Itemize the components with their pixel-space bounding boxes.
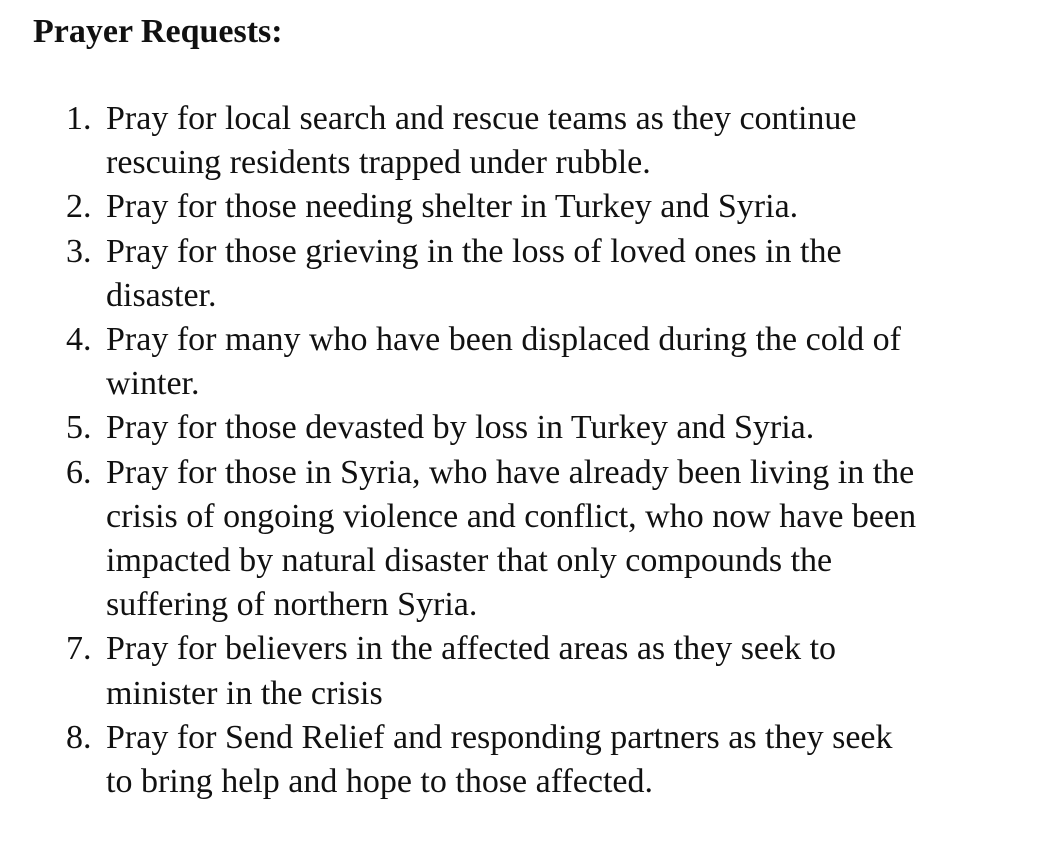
- prayer-request-item: [66, 185, 1026, 229]
- prayer-request-line: Pray for local search and rescue teams as they continue: [106, 100, 857, 137]
- prayer-request-line: to bring help and hope to those affected.: [106, 763, 653, 801]
- prayer-requests-heading: Prayer Requests:: [33, 13, 283, 50]
- prayer-request-text: [106, 627, 1026, 715]
- prayer-request-text: [106, 716, 1026, 804]
- prayer-request-line: impacted by natural disaster that only compounds the: [106, 542, 833, 580]
- prayer-request-text: [106, 230, 1026, 318]
- prayer-request-item: [66, 406, 1026, 450]
- prayer-request-number: 2.: [66, 188, 92, 226]
- prayer-request-line: Pray for Send Relief and responding partners as they seek: [106, 718, 893, 756]
- prayer-request-number: 3.: [66, 232, 92, 270]
- prayer-request-number: 7.: [66, 630, 92, 668]
- prayer-request-line: Pray for those devasted by loss in Turkey and Syria.: [106, 409, 815, 447]
- prayer-request-number: 1.: [66, 100, 92, 137]
- prayer-request-line: rescuing residents trapped under rubble.: [106, 144, 651, 182]
- prayer-request-text: [106, 451, 1026, 628]
- prayer-request-line: crisis of ongoing violence and conflict, who now have been: [106, 497, 917, 535]
- prayer-request-text: [106, 406, 1026, 450]
- prayer-request-line: Pray for those in Syria, who have already been living in the: [106, 453, 915, 491]
- prayer-request-line: Pray for those grieving in the loss of loved ones in the: [106, 232, 842, 270]
- prayer-request-number: 5.: [66, 409, 92, 447]
- prayer-request-item: [66, 627, 1026, 715]
- prayer-request-line: Pray for believers in the affected areas as they seek to: [106, 630, 837, 668]
- prayer-request-item: [66, 230, 1026, 318]
- prayer-request-line: Pray for many who have been displaced during the cold of: [106, 321, 901, 359]
- prayer-request-line: minister in the crisis: [106, 674, 383, 712]
- prayer-request-item: [66, 97, 1026, 185]
- prayer-request-item: [66, 318, 1026, 406]
- prayer-request-line: Pray for those needing shelter in Turkey and Syria.: [106, 188, 799, 226]
- prayer-request-number: 4.: [66, 321, 92, 359]
- prayer-request-line: winter.: [106, 365, 200, 403]
- prayer-request-number: 8.: [66, 718, 92, 756]
- prayer-request-item: [66, 716, 1026, 804]
- prayer-request-text: [106, 185, 1026, 229]
- prayer-request-item: [66, 451, 1026, 628]
- prayer-request-line: disaster.: [106, 276, 217, 314]
- prayer-request-line: suffering of northern Syria.: [106, 586, 478, 624]
- prayer-request-list: [66, 97, 1026, 804]
- prayer-request-number: 6.: [66, 453, 92, 491]
- prayer-request-text: [106, 97, 1026, 185]
- prayer-request-text: [106, 318, 1026, 406]
